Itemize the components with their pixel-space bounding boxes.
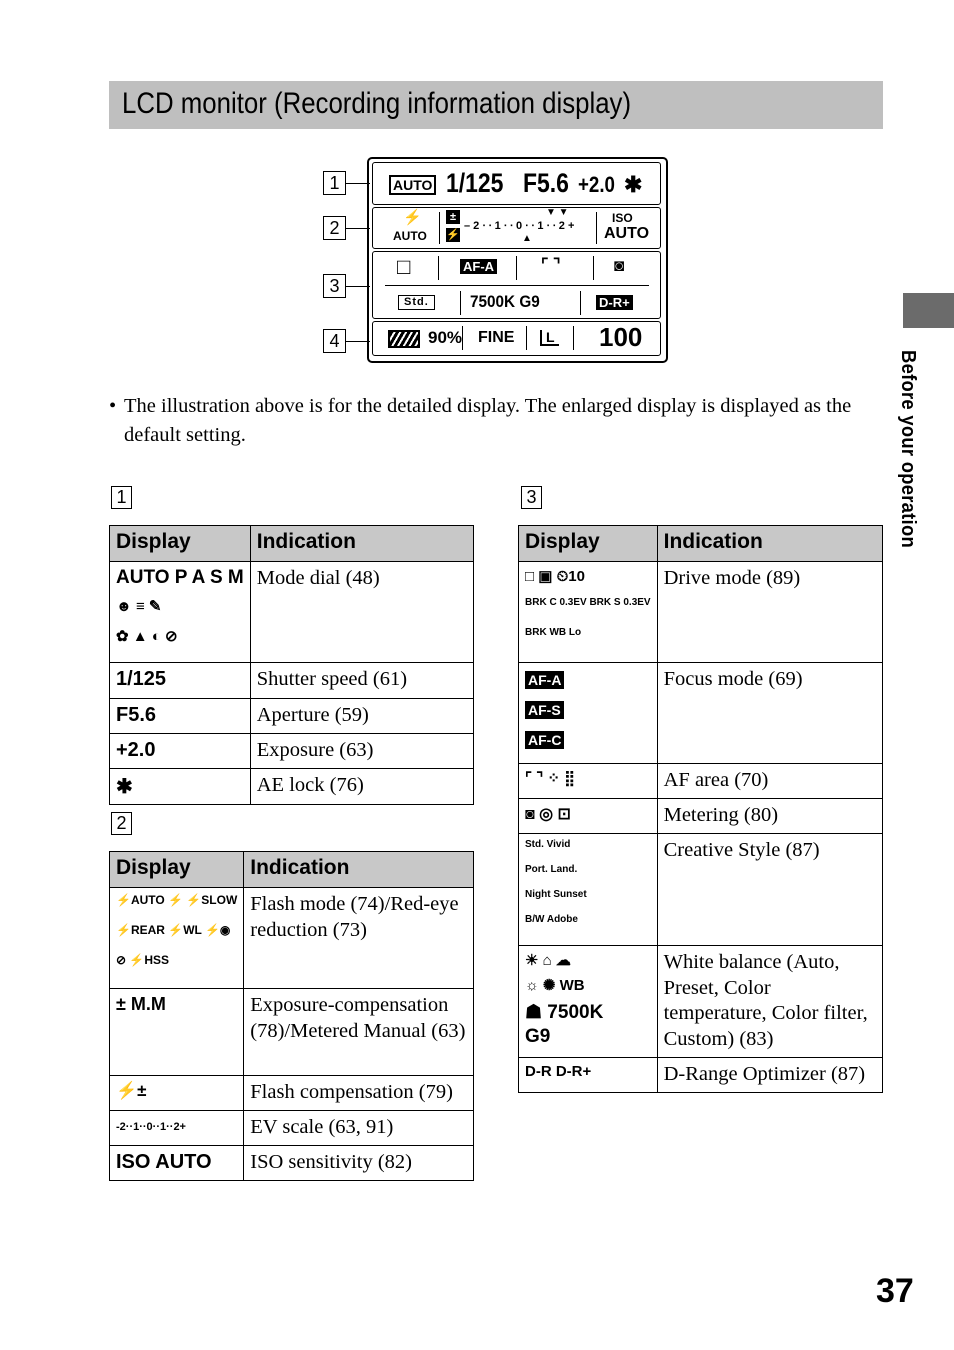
table-row — [110, 888, 474, 989]
table-top-display — [109, 525, 474, 805]
table-row — [110, 1146, 474, 1181]
header-indication: Indication — [657, 526, 882, 562]
drive-single-icon: □ — [397, 254, 411, 279]
display-cell — [519, 946, 658, 1058]
table-row — [110, 1111, 474, 1146]
table-row — [110, 663, 474, 699]
display-cell — [519, 663, 658, 764]
indication-cell: AE lock (76) — [250, 769, 473, 805]
iso-value: AUTO — [604, 225, 650, 242]
side-label: Before your operation — [897, 350, 919, 549]
callout-1: 1 — [323, 171, 346, 195]
mode-dial-icons: ☻ ≡ ✎ — [116, 598, 162, 615]
indication-cell: Drive mode (89) — [657, 562, 882, 663]
flash-comp-icon: ⚡ — [446, 229, 460, 241]
focus-mode-icon: AF-A — [460, 259, 497, 274]
indication-cell: Shutter speed (61) — [250, 663, 473, 699]
callout-2: 2 — [323, 216, 346, 240]
af-s-icon: AF-S — [525, 701, 564, 719]
drive-mode-icons: □ ▣ ⏲10 — [525, 568, 585, 585]
flash-comp-icon: ⚡± — [110, 1076, 244, 1111]
divider — [438, 256, 439, 280]
ev-marker-icon: ▲ — [522, 233, 532, 244]
iso-auto-label: ISO AUTO — [110, 1146, 244, 1181]
indication-cell: Metering (80) — [657, 799, 882, 834]
flash-mode-icons: ⚡AUTO ⚡ ⚡SLOW — [116, 893, 238, 907]
wb-temp-value: ☗ 7500K — [525, 1002, 604, 1023]
table-row — [110, 562, 474, 663]
wb-icons: ☼ ✺ WB — [525, 977, 585, 994]
table-row — [519, 834, 883, 946]
section-tab — [903, 293, 954, 328]
indication-cell: EV scale (63, 91) — [244, 1111, 474, 1146]
ae-lock-icon: ✱ — [110, 769, 251, 805]
table-header — [110, 526, 474, 562]
af-area-icons: ⌜ ⌝ ⁘ ⣿ — [519, 764, 658, 799]
divider — [462, 326, 463, 350]
dro-icons: D-R D-R+ — [519, 1058, 658, 1093]
bracket-icons: BRK C 0.3EV BRK S 0.3EV — [525, 597, 651, 608]
section-number-2: 2 — [111, 812, 132, 835]
metering-icon: ◙ — [614, 256, 625, 275]
mode-dial-icons: ✿ ▲ ◐ ⊘ — [116, 628, 178, 645]
wb-filter-value: G9 — [525, 1026, 551, 1047]
table-row — [110, 769, 474, 805]
battery-percent: 90% — [428, 328, 463, 347]
creative-style-icons: Port. Land. — [525, 864, 578, 875]
row-divider — [385, 285, 649, 286]
image-quality: FINE — [478, 329, 515, 346]
wb-icons: ☀ ⌂ ☁ — [525, 952, 571, 969]
table-row — [519, 1058, 883, 1093]
header-display: Display — [519, 526, 658, 562]
indication-cell: Mode dial (48) — [250, 562, 473, 663]
divider — [593, 256, 594, 280]
exposure: +2.0 — [578, 172, 615, 197]
flash-mode-icons: ⚡REAR ⚡WL ⚡◉ — [116, 923, 231, 937]
exposure-comp-icon: ± — [446, 210, 460, 224]
display-cell — [519, 834, 658, 946]
display-cell: +2.0 — [110, 734, 251, 769]
section-number-1: 1 — [111, 486, 132, 509]
header-display: Display — [110, 526, 251, 562]
metering-icons: ◙ ◎ ⊡ — [519, 799, 658, 834]
flash-mode-icons: ⊘ ⚡HSS — [116, 953, 170, 967]
table-row — [110, 989, 474, 1076]
table-shooting-settings — [518, 525, 883, 1093]
creative-style-icon: Std. — [398, 295, 435, 310]
indication-cell: Aperture (59) — [250, 699, 473, 734]
table-row — [519, 799, 883, 834]
display-cell: 1/125 — [110, 663, 251, 699]
battery-icon — [388, 330, 420, 348]
creative-style-icons: B/W Adobe — [525, 914, 578, 925]
exposure-comp-icons: ± M.M — [110, 989, 244, 1076]
indication-cell: ISO sensitivity (82) — [244, 1146, 474, 1181]
divider — [516, 256, 517, 280]
indication-cell: Exposure (63) — [250, 734, 473, 769]
dro-icon: D-R+ — [596, 295, 633, 310]
af-a-icon: AF-A — [525, 671, 564, 689]
indication-cell: Exposure-compensation (78)/Metered Manual (63) — [244, 989, 474, 1076]
header-display: Display — [110, 852, 244, 888]
display-cell — [519, 562, 658, 663]
table-header — [519, 526, 883, 562]
header-indication: Indication — [250, 526, 473, 562]
mode-dial-icons: AUTO P A S M — [116, 567, 244, 588]
table-row — [519, 562, 883, 663]
divider — [460, 291, 461, 315]
ae-lock-icon: ✱ — [624, 172, 643, 197]
indication-cell: Flash mode (74)/Red-eye reduction (73) — [244, 888, 474, 989]
indication-cell: Flash compensation (79) — [244, 1076, 474, 1111]
divider — [596, 212, 597, 244]
section-number-3: 3 — [521, 486, 542, 509]
side-label-container — [896, 350, 926, 580]
indication-cell: White balance (Auto, Preset, Color temperature, Color filter, Custom) (83) — [657, 946, 882, 1058]
white-balance: 7500K G9 — [470, 292, 540, 311]
bullet: • — [109, 395, 117, 417]
creative-style-icons: Std. Vivid — [525, 839, 571, 850]
flash-mode-label: AUTO — [393, 229, 427, 243]
indication-cell: Focus mode (69) — [657, 663, 882, 764]
display-cell — [110, 888, 244, 989]
indication-cell: Creative Style (87) — [657, 834, 882, 946]
table-header — [110, 852, 474, 888]
divider — [580, 291, 581, 315]
callout-4: 4 — [323, 329, 346, 353]
ev-scale-icon: -2··1··0··1··2+ — [110, 1111, 244, 1146]
callout-3: 3 — [323, 274, 346, 298]
page-title-bar — [109, 81, 883, 129]
display-cell: F5.6 — [110, 699, 251, 734]
mode-auto-icon: AUTO — [389, 175, 436, 195]
shot-count: 100 — [599, 322, 643, 352]
table-row — [519, 663, 883, 764]
flash-icon: ⚡ — [403, 209, 422, 226]
header-indication: Indication — [244, 852, 474, 888]
divider — [573, 326, 574, 350]
af-area-icon: ⌜ ⌝ — [541, 257, 561, 274]
iso-label: ISO — [612, 211, 633, 225]
table-flash-iso — [109, 851, 474, 1181]
af-c-icon: AF-C — [525, 731, 564, 749]
ev-scale: – 2 ∙ ∙ 1 ∙ ∙ 0 ∙ ∙ 1 ∙ ∙ 2 + — [464, 220, 575, 232]
image-size-icon: L — [540, 330, 559, 346]
table-row — [519, 946, 883, 1058]
table-row — [110, 734, 474, 769]
indication-cell: D-Range Optimizer (87) — [657, 1058, 882, 1093]
ev-marker-icon: ▼ ▼ — [546, 207, 569, 218]
display-cell — [110, 562, 251, 663]
page-number: 37 — [876, 1272, 914, 1310]
table-row — [110, 699, 474, 734]
divider — [526, 326, 527, 350]
note-text: The illustration above is for the detailed display. The enlarged display is displayed as the default setting. — [124, 395, 852, 446]
creative-style-icons: Night Sunset — [525, 889, 587, 900]
page-title: LCD monitor (Recording information display) — [122, 87, 632, 120]
divider — [439, 212, 440, 244]
bracket-wb-icon: BRK WB Lo — [525, 627, 582, 638]
shutter-speed: 1/125 — [446, 168, 504, 198]
table-row — [519, 764, 883, 799]
aperture: F5.6 — [523, 168, 569, 198]
indication-cell: AF area (70) — [657, 764, 882, 799]
table-row — [110, 1076, 474, 1111]
